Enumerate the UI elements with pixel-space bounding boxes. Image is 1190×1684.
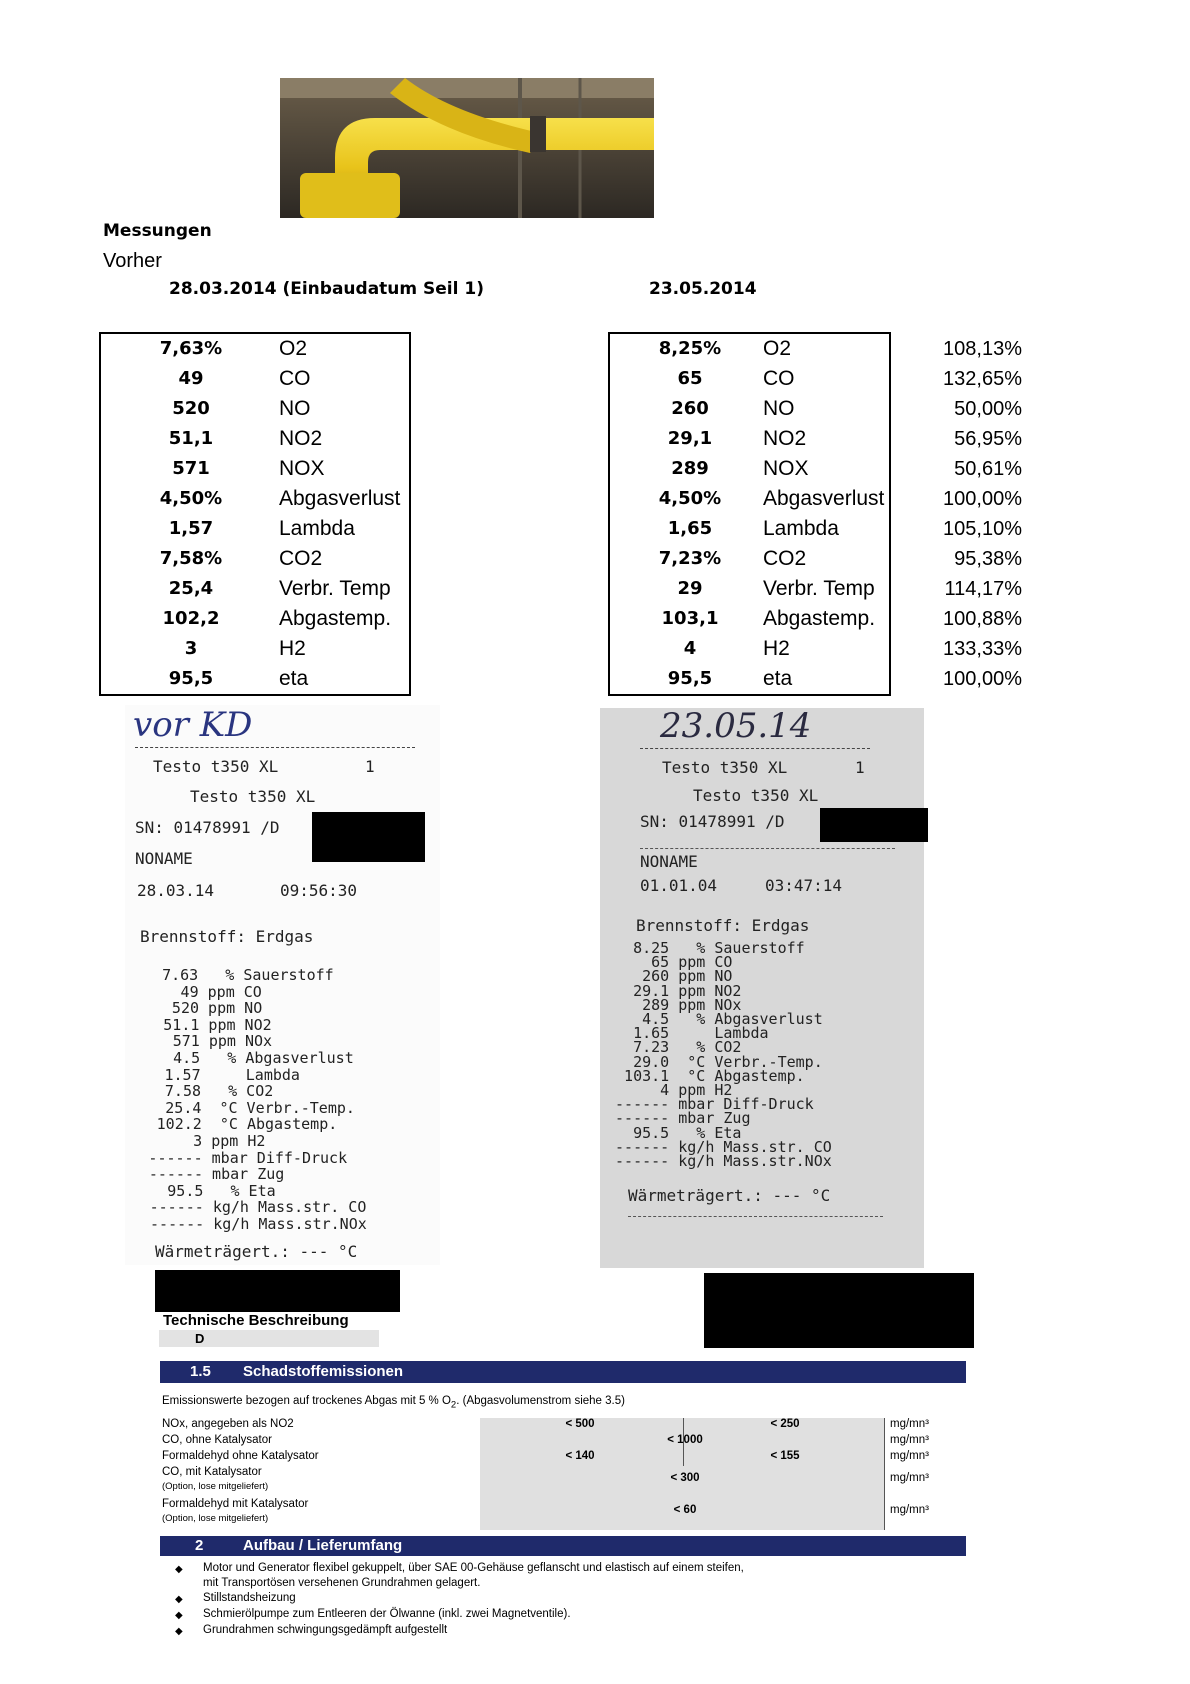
emission-unit: mg/mn³ xyxy=(890,1418,929,1430)
section-number: 1.5 xyxy=(190,1363,211,1380)
device-name: NONAME xyxy=(135,849,193,868)
date-right-heading: 23.05.2014 xyxy=(649,279,757,299)
measurement-name: CO xyxy=(763,367,795,390)
measurement-value: 7,23% xyxy=(658,548,722,569)
device-model: Testo t350 XL xyxy=(153,757,279,776)
percentage-value: 133,33% xyxy=(943,638,1022,660)
emission-value: < 500 xyxy=(565,1418,595,1430)
bullet-icon: ◆ xyxy=(175,1610,183,1621)
bullet-text: Schmierölpumpe zum Entleeren der Ölwanne (inkl. zwei Magnetventile). xyxy=(203,1608,571,1620)
measurement-name: Abgastemp. xyxy=(763,607,876,630)
measurement-name: CO2 xyxy=(763,547,807,570)
measurement-value: 520 xyxy=(172,398,210,419)
receipt-line: ------ mbar Zug xyxy=(139,1165,285,1184)
receipt-line: 65 ppm CO xyxy=(606,953,733,972)
language-code: D xyxy=(159,1330,379,1347)
receipt-line: 8.25 % Sauerstoff xyxy=(606,939,805,957)
emission-value: < 140 xyxy=(565,1450,595,1462)
receipt-line: 103.1 °C Abgastemp. xyxy=(606,1066,805,1085)
emission-label: Formaldehyd ohne Katalysator xyxy=(162,1450,319,1462)
receipt-line: ------ kg/h Mass.str. CO xyxy=(606,1137,832,1156)
bullet-icon: ◆ xyxy=(175,1626,183,1637)
receipt-line: ------ kg/h Mass.str.NOx xyxy=(141,1215,367,1233)
receipt-line: 49 ppm CO xyxy=(135,982,262,1001)
percentage-column xyxy=(0,334,1190,694)
emission-value: < 1000 xyxy=(667,1434,703,1446)
percentage-value: 100,00% xyxy=(943,488,1022,510)
percentage-value: 50,00% xyxy=(954,398,1022,420)
section-title: Messungen xyxy=(103,221,212,241)
section-number: 2 xyxy=(195,1537,204,1554)
receipt-footer: Wärmeträgert.: --- °C xyxy=(628,1186,831,1205)
measurement-value: 1,65 xyxy=(667,518,713,539)
measurement-value: 25,4 xyxy=(168,578,214,599)
device-number: 1 xyxy=(365,757,375,776)
measurement-name: NOX xyxy=(279,457,325,480)
measurement-name: Abgastemp. xyxy=(279,607,392,630)
measurement-name: NO2 xyxy=(279,427,323,450)
measurement-value: 103,1 xyxy=(661,608,719,629)
divider xyxy=(628,1216,883,1217)
percentage-value: 100,88% xyxy=(943,608,1022,630)
section-title: Schadstoffemissionen xyxy=(243,1363,404,1380)
emission-label: Formaldehyd mit Katalysator xyxy=(162,1498,309,1510)
measurement-value: 95,5 xyxy=(168,668,214,689)
measurement-value: 4,50% xyxy=(159,488,223,509)
receipt-line: 4.5 % Abgasverlust xyxy=(137,1049,354,1067)
bullet-text: Grundrahmen schwingungsgedämpft aufgestellt xyxy=(203,1624,448,1636)
measurement-name: O2 xyxy=(763,337,792,360)
receipt-line: 29.0 °C Verbr.-Temp. xyxy=(606,1052,823,1071)
bullet-text: Stillstandsheizung xyxy=(203,1592,296,1604)
measurement-value: 29,1 xyxy=(667,428,713,449)
bullet-continuation: mit Transportösen versehenen Grundrahmen gelagert. xyxy=(203,1577,481,1589)
measurement-name: Verbr. Temp xyxy=(279,577,391,600)
emission-sublabel: (Option, lose mitgeliefert) xyxy=(162,1513,269,1524)
bullet-icon: ◆ xyxy=(175,1594,183,1605)
receipt-line: 3 ppm H2 xyxy=(139,1132,266,1150)
measurement-name: NOX xyxy=(763,457,809,480)
divider xyxy=(135,747,415,748)
device-model-2: Testo t350 XL xyxy=(693,786,819,805)
emission-label: CO, mit Katalysator xyxy=(162,1466,262,1478)
receipt-line: 4 ppm H2 xyxy=(606,1081,733,1099)
measurement-name: Verbr. Temp xyxy=(763,577,875,600)
redaction-block xyxy=(704,1273,974,1348)
fuel-type: Brennstoff: Erdgas xyxy=(636,916,810,935)
section-subtitle: Vorher xyxy=(103,250,162,272)
measurement-value: 7,58% xyxy=(159,548,223,569)
handwritten-note: 23.05.14 xyxy=(660,706,812,746)
emission-unit: mg/mn³ xyxy=(890,1504,929,1516)
percentage-value: 95,38% xyxy=(954,548,1022,570)
receipt-line: 520 ppm NO xyxy=(135,999,263,1018)
measurement-value: 65 xyxy=(677,368,703,389)
percentage-value: 105,10% xyxy=(943,518,1022,540)
emission-value: < 300 xyxy=(670,1472,700,1484)
grid-divider xyxy=(884,1418,885,1530)
pipe-photo xyxy=(280,78,654,218)
emission-value: < 155 xyxy=(770,1450,800,1462)
measurement-value: 49 xyxy=(178,368,204,389)
emission-unit: mg/mn³ xyxy=(890,1450,929,1462)
receipt-date: 01.01.04 xyxy=(640,876,718,895)
measurement-name: H2 xyxy=(279,637,306,660)
device-number: 1 xyxy=(855,758,865,777)
handwritten-note: vor KD xyxy=(133,705,253,745)
percentage-value: 50,61% xyxy=(954,458,1022,480)
device-model: Testo t350 XL xyxy=(662,758,788,777)
emission-label: NOx, angegeben als NO2 xyxy=(162,1418,294,1430)
receipt-line: ------ kg/h Mass.str.NOx xyxy=(606,1152,832,1170)
emission-intro: Emissionswerte bezogen auf trockenes Abgas mit 5 % $O_2$. (Abgasvolumenstrom siehe 3.5) xyxy=(162,1395,625,1411)
measurement-name: Lambda xyxy=(279,517,355,540)
emission-unit: mg/mn³ xyxy=(890,1472,929,1484)
section-title: Aufbau / Lieferumfang xyxy=(243,1537,403,1554)
receipt-line: ------ mbar Diff-Druck xyxy=(606,1095,814,1114)
receipt-footer: Wärmeträgert.: --- °C xyxy=(155,1242,358,1261)
receipt-line: ------ mbar Diff-Druck xyxy=(139,1148,348,1167)
measurement-name: NO xyxy=(763,397,795,420)
measurement-value: 95,5 xyxy=(667,668,713,689)
measurement-value: 29 xyxy=(677,578,703,599)
measurement-value: 51,1 xyxy=(168,428,214,449)
divider xyxy=(640,748,870,749)
measurement-value: 4 xyxy=(683,638,697,659)
device-model-2: Testo t350 XL xyxy=(190,787,316,806)
percentage-value: 100,00% xyxy=(943,668,1022,690)
receipt-line: 95.5 % Eta xyxy=(606,1123,742,1142)
measurement-value: 289 xyxy=(671,458,709,479)
receipt-line: ------ kg/h Mass.str. CO xyxy=(140,1198,367,1217)
section-2-header xyxy=(160,1536,966,1556)
measurement-name: eta xyxy=(763,667,793,690)
receipt-line: 7.58 % CO2 xyxy=(137,1082,274,1101)
redaction-block xyxy=(155,1270,400,1312)
measurement-name: eta xyxy=(279,667,309,690)
measurement-value: 7,63% xyxy=(159,338,223,359)
measurement-name: NO xyxy=(279,397,311,420)
percentage-value: 114,17% xyxy=(944,578,1022,600)
measurement-value: 8,25% xyxy=(658,338,722,359)
receipt-line: 102.2 °C Abgastemp. xyxy=(138,1115,338,1134)
receipt-line: 1.65 Lambda xyxy=(606,1024,769,1043)
receipt-line: 29.1 ppm NO2 xyxy=(606,981,742,1000)
receipt-line: 571 ppm NOx xyxy=(136,1032,273,1051)
receipt-line: 7.23 % CO2 xyxy=(606,1038,742,1057)
fuel-type: Brennstoff: Erdgas xyxy=(140,927,314,946)
measurement-value: 4,50% xyxy=(658,488,722,509)
emission-sublabel: (Option, lose mitgeliefert) xyxy=(162,1481,269,1492)
receipt-line: 260 ppm NO xyxy=(606,967,733,986)
receipt-line: 7.63 % Sauerstoff xyxy=(135,966,334,984)
measurement-value: 102,2 xyxy=(162,608,220,629)
receipt-line: 1.57 Lambda xyxy=(137,1065,300,1084)
section-1-5-header xyxy=(160,1361,966,1383)
measurement-value: 571 xyxy=(172,458,210,479)
receipt-line: 289 ppm NOx xyxy=(606,995,742,1014)
redaction-block xyxy=(312,812,425,862)
bullet-text: Motor und Generator flexibel gekuppelt, über SAE 00-Gehäuse geflanscht und elastisch auf einem steifen, xyxy=(203,1562,744,1574)
serial-number: SN: 01478991 /D xyxy=(135,818,280,837)
receipt-date: 28.03.14 xyxy=(137,881,215,900)
receipt-line: 95.5 % Eta xyxy=(140,1181,276,1200)
measurement-name: Lambda xyxy=(763,517,839,540)
measurement-name: H2 xyxy=(763,637,790,660)
device-name: NONAME xyxy=(640,852,698,871)
percentage-value: 108,13% xyxy=(943,338,1022,360)
measurement-name: O2 xyxy=(279,337,308,360)
receipt-left xyxy=(125,705,440,1265)
emission-label: CO, ohne Katalysator xyxy=(162,1434,272,1446)
bullet-icon: ◆ xyxy=(175,1564,183,1575)
measurement-name: Abgasverlust xyxy=(279,487,401,510)
receipt-time: 03:47:14 xyxy=(765,876,843,895)
receipt-line: 51.1 ppm NO2 xyxy=(136,1015,272,1034)
receipt-line: 25.4 °C Verbr.-Temp. xyxy=(138,1098,355,1117)
redaction-block xyxy=(820,808,928,842)
serial-number: SN: 01478991 /D xyxy=(640,812,785,831)
emission-unit: mg/mn³ xyxy=(890,1434,929,1446)
receipt-right xyxy=(600,708,924,1268)
measurement-name: CO xyxy=(279,367,311,390)
tech-title: Technische Beschreibung xyxy=(163,1312,349,1329)
emission-value: < 250 xyxy=(770,1418,800,1430)
emission-value: < 60 xyxy=(673,1504,697,1516)
measurement-name: CO2 xyxy=(279,547,323,570)
receipt-line: ------ mbar Zug xyxy=(606,1109,751,1128)
receipt-time: 09:56:30 xyxy=(280,881,358,900)
measurement-name: NO2 xyxy=(763,427,807,450)
percentage-value: 132,65% xyxy=(943,368,1022,390)
measurement-value: 260 xyxy=(671,398,709,419)
measurement-value: 1,57 xyxy=(168,518,214,539)
date-left-heading: 28.03.2014 (Einbaudatum Seil 1) xyxy=(169,279,484,299)
divider xyxy=(640,848,895,849)
receipt-line: 4.5 % Abgasverlust xyxy=(606,1010,823,1028)
percentage-value: 56,95% xyxy=(954,428,1022,450)
measurement-name: Abgasverlust xyxy=(763,487,885,510)
measurement-value: 3 xyxy=(184,638,198,659)
